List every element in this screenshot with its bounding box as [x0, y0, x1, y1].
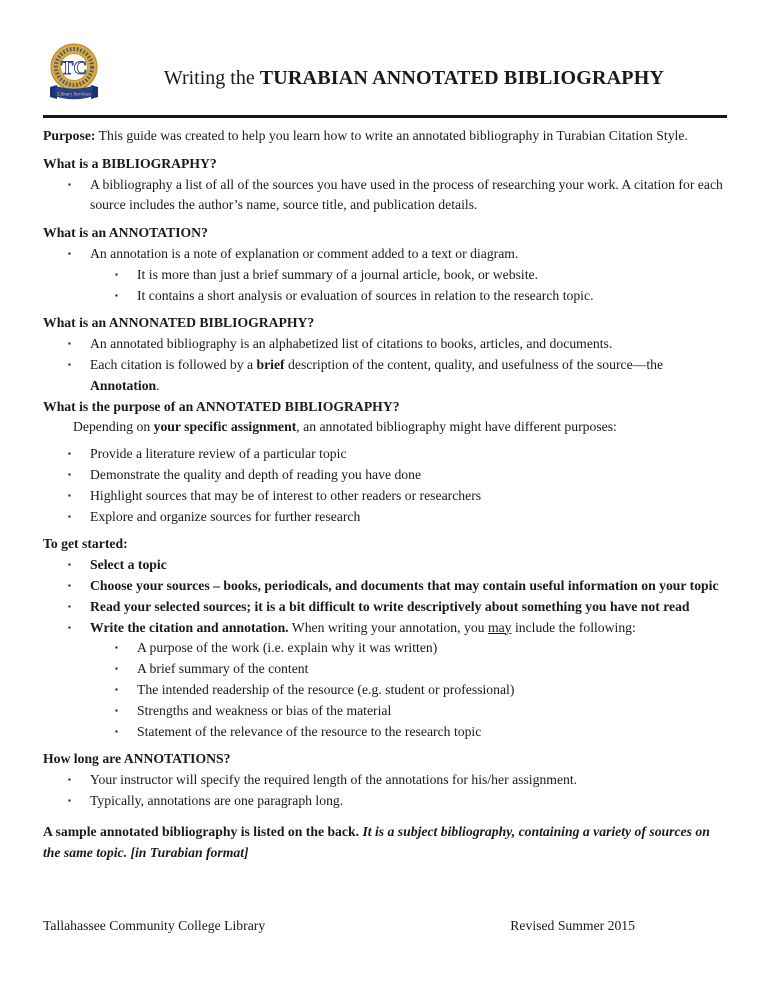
list-item-text: Highlight sources that may be of interest to other readers or researchers	[90, 487, 482, 503]
section-annotation-heading: What is an ANNOTATION?	[43, 225, 208, 241]
bullet-icon: ▪	[115, 643, 118, 653]
list-item-text	[90, 618, 727, 639]
footer-revision-date: Revised Summer 2015	[510, 918, 635, 933]
bullet-icon: ▪	[68, 560, 71, 570]
write-citation-bold: Write the citation and annotation.	[90, 619, 289, 635]
list-item	[43, 701, 727, 722]
bullet-icon: ▪	[68, 449, 71, 459]
list-item	[43, 597, 727, 618]
intro-text-bold: your specific assignment	[153, 419, 297, 435]
page-title	[101, 42, 727, 90]
citation-text-regular: description of the content, quality, and usefulness of the source—the	[284, 356, 664, 372]
bullet-icon: ▪	[115, 269, 118, 279]
list-item	[43, 555, 727, 576]
bullet-icon: ▪	[115, 664, 118, 674]
bullet-icon: ▪	[68, 359, 71, 369]
list-item-text: An annotation is a note of explanation or comment added to a text or diagram.	[90, 245, 519, 261]
bullet-icon: ▪	[68, 622, 71, 632]
list-item-text: A bibliography a list of all of the sources you have used in the process of researching your work. A citation for each source includes the author’s name, source title, and publication details.	[90, 176, 723, 213]
list-item-text: A purpose of the work (i.e. explain why it was written)	[137, 640, 438, 656]
citation-text-regular: .	[156, 377, 160, 393]
bullet-icon: ▪	[68, 775, 71, 785]
logo-monogram: TC	[60, 58, 88, 79]
write-citation-underlined-may: may	[487, 619, 512, 635]
bullet-icon: ▪	[68, 601, 71, 611]
header	[0, 0, 768, 109]
bullet-icon: ▪	[68, 580, 71, 590]
list-item-text: It is more than just a brief summary of a journal article, book, or website.	[137, 266, 539, 282]
list-item-text: Statement of the relevance of the resource to the research topic	[137, 723, 482, 739]
college-logo-image	[47, 42, 101, 104]
intro-text-regular: , an annotated bibliography might have different purposes:	[296, 419, 617, 435]
list-item	[43, 618, 727, 639]
purpose-paragraph	[43, 126, 727, 147]
list-item	[43, 680, 727, 701]
intro-text-regular: Depending on	[73, 419, 154, 435]
list-item	[43, 486, 727, 507]
list-item	[43, 244, 727, 265]
section-get-started-heading: To get started:	[43, 536, 128, 552]
list-item	[43, 722, 727, 743]
bullet-icon: ▪	[68, 795, 71, 805]
section-purpose-of-heading: What is the purpose of an ANNOTATED BIBLIOGRAPHY?	[43, 398, 400, 414]
closing-paragraph	[43, 822, 727, 864]
bullet-icon: ▪	[68, 339, 71, 349]
list-item-text: Your instructor will specify the required length of the annotations for his/her assignment.	[90, 772, 578, 788]
section-annotated-bibliography-heading: What is an ANNONATED BIBLIOGRAPHY?	[43, 315, 315, 331]
list-item	[43, 465, 727, 486]
section-length-heading: How long are ANNOTATIONS?	[43, 751, 231, 767]
citation-text-regular: Each citation is followed by a	[90, 356, 257, 372]
footer	[43, 918, 727, 934]
list-item-text: Typically, annotations are one paragraph long.	[90, 792, 344, 808]
list-item-text: An annotated bibliography is an alphabetized list of citations to books, articles, and documents.	[90, 336, 613, 352]
bullet-icon: ▪	[68, 248, 71, 258]
page-title-prefix: Writing the	[163, 67, 260, 89]
list-item	[43, 770, 727, 791]
citation-text-bold-brief: brief	[256, 356, 285, 372]
list-item-text: Choose your sources – books, periodicals, and documents that may contain useful information on your topic	[90, 577, 719, 593]
bullet-icon: ▪	[68, 179, 71, 189]
list-item-text: Provide a literature review of a particular topic	[90, 446, 347, 462]
list-item	[43, 659, 727, 680]
list-item-text: Demonstrate the quality and depth of reading you have done	[90, 466, 422, 482]
list-item-text: Explore and organize sources for further research	[90, 508, 361, 524]
bullet-icon: ▪	[115, 684, 118, 694]
list-item	[43, 576, 727, 597]
list-item-text: Select a topic	[90, 557, 167, 573]
list-item	[43, 286, 727, 307]
list-item	[43, 265, 727, 286]
list-item-text	[90, 355, 727, 397]
logo-banner-text: Library Services	[57, 92, 91, 98]
college-logo	[47, 42, 101, 109]
footer-organization: Tallahassee Community College Library	[43, 918, 266, 933]
list-item	[43, 334, 727, 355]
list-item-text: It contains a short analysis or evaluation of sources in relation to the research topic.	[137, 287, 594, 303]
bullet-icon: ▪	[68, 469, 71, 479]
bullet-icon: ▪	[115, 726, 118, 736]
document-body	[0, 118, 768, 863]
closing-italic-text: It is a subject bibliography, containing a variety of sources on the same topic. [in Turabian format]	[43, 823, 710, 860]
write-citation-regular: When writing your annotation, you	[288, 619, 488, 635]
purpose-text: This guide was created to help you learn how to write an annotated bibliography in Turabian Citation Style.	[95, 128, 688, 143]
list-item-text: A brief summary of the content	[137, 661, 309, 677]
purpose-of-intro-line	[43, 417, 727, 438]
list-item	[43, 175, 727, 217]
purpose-label: Purpose:	[43, 128, 96, 143]
list-item	[43, 355, 727, 397]
bullet-icon: ▪	[68, 490, 71, 500]
list-item	[43, 507, 727, 528]
closing-bold-text: A sample annotated bibliography is listed on the back.	[43, 823, 360, 839]
list-item	[43, 638, 727, 659]
list-item-text: The intended readership of the resource (e.g. student or professional)	[137, 681, 515, 697]
list-item	[43, 444, 727, 465]
list-item	[43, 791, 727, 812]
bullet-icon: ▪	[115, 290, 118, 300]
bullet-icon: ▪	[115, 705, 118, 715]
list-item-text: Read your selected sources; it is a bit difficult to write descriptively about something you have not read	[90, 598, 690, 614]
write-citation-regular: include the following:	[511, 619, 636, 635]
page-title-main: TURABIAN ANNOTATED BIBLIOGRAPHY	[259, 67, 665, 89]
bullet-icon: ▪	[68, 511, 71, 521]
list-item-text: Strengths and weakness or bias of the material	[137, 702, 392, 718]
section-bibliography-heading: What is a BIBLIOGRAPHY?	[43, 155, 217, 171]
citation-text-bold-annotation: Annotation	[90, 377, 157, 393]
